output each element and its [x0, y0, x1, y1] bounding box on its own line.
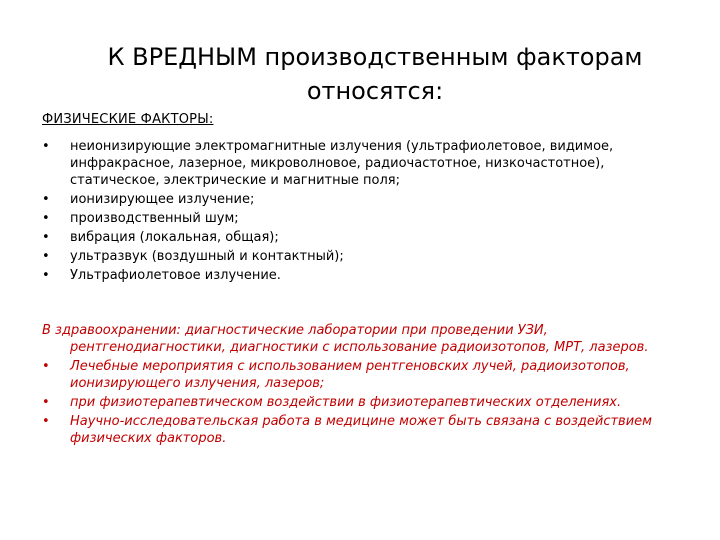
bullet-icon: • — [42, 414, 50, 429]
list-item-text: Лечебные мероприятия с использованием рентгеновских лучей, радиоизотопов, ионизирующего излучения, лазеров; — [70, 359, 630, 391]
list-item — [42, 210, 692, 227]
bullet-icon: • — [42, 211, 50, 226]
list-item-text: неионизирующие электромагнитные излучения (ультрафиолетовое, видимое, инфракрасное, лазерное, микроволновое, радиочастотное, низкочастотное), статическое, электрические и магнитные поля; — [70, 139, 614, 188]
bullet-icon: • — [42, 249, 50, 264]
healthcare-list — [42, 358, 682, 447]
list-item-text: ультразвук (воздушный и контактный); — [70, 249, 344, 264]
list-item — [42, 394, 682, 411]
healthcare-section — [42, 322, 682, 447]
list-item-text: Научно-исследовательская работа в медицине может быть связана с воздействием физических факторов. — [70, 414, 652, 446]
list-item — [42, 191, 692, 208]
list-item — [42, 413, 682, 447]
bullet-icon: • — [42, 359, 50, 374]
list-item — [42, 248, 692, 265]
bullet-icon: • — [42, 139, 50, 154]
bullet-icon: • — [42, 395, 50, 410]
list-item — [42, 138, 692, 189]
list-item-text: вибрация (локальная, общая); — [70, 230, 279, 245]
list-item-text: Ультрафиолетовое излучение. — [70, 268, 281, 283]
list-item — [42, 229, 692, 246]
list-item-text: при физиотерапевтическом воздействии в физиотерапевтических отделениях. — [70, 395, 622, 410]
physical-factors-list — [42, 138, 692, 286]
bullet-icon: • — [42, 230, 50, 245]
healthcare-intro: В здравоохранении: диагностические лаборатории при проведении УЗИ, рентгенодиагностики, диагностики с использование радиоизотопов, МРТ, лазеров. — [42, 323, 649, 355]
list-item-text: производственный шум; — [70, 211, 239, 226]
slide-title: К ВРЕДНЫМ производственным факторам относятся: — [107, 43, 643, 105]
list-item — [42, 267, 692, 284]
list-item-text: ионизирующее излучение; — [70, 192, 255, 207]
bullet-icon: • — [42, 268, 50, 283]
list-item — [42, 358, 682, 392]
bullet-icon: • — [42, 192, 50, 207]
section-heading: ФИЗИЧЕСКИЕ ФАКТОРЫ: — [42, 112, 214, 127]
